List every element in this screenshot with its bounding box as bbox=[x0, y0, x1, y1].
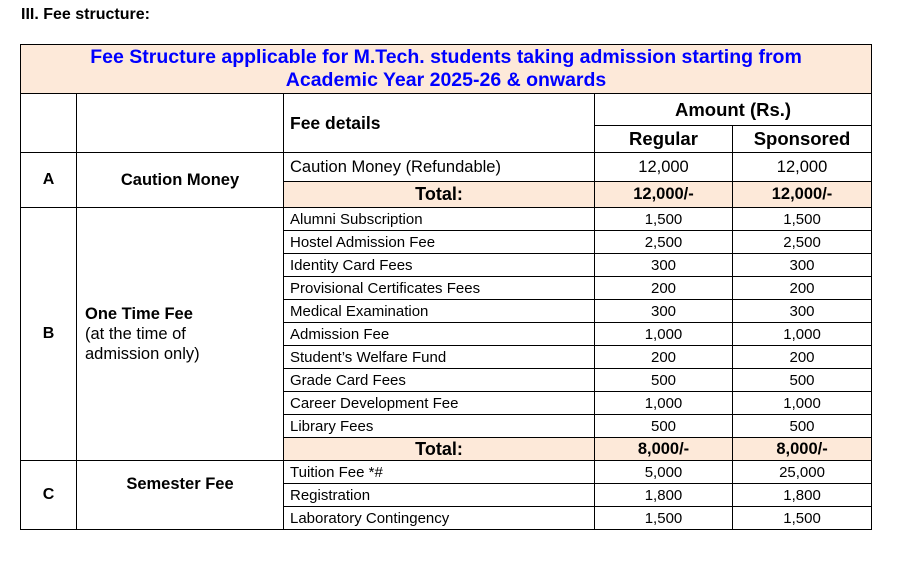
section-a-total-label: Total: bbox=[284, 182, 595, 208]
fee-sponsored: 1,500 bbox=[733, 507, 872, 530]
fee-regular: 1,000 bbox=[595, 323, 733, 346]
header-fee-details: Fee details bbox=[284, 94, 595, 153]
fee-regular: 300 bbox=[595, 300, 733, 323]
fee-regular: 1,500 bbox=[595, 208, 733, 231]
fee-regular: 5,000 bbox=[595, 461, 733, 484]
fee-name: Registration bbox=[284, 484, 595, 507]
header-row-1 bbox=[21, 94, 872, 126]
section-b-total-sponsored: 8,000/- bbox=[733, 438, 872, 461]
section-c-label: C bbox=[21, 461, 77, 530]
fee-sponsored: 200 bbox=[733, 277, 872, 300]
fee-sponsored: 200 bbox=[733, 346, 872, 369]
fee-regular: 200 bbox=[595, 277, 733, 300]
header-sponsored: Sponsored bbox=[733, 126, 872, 153]
banner-line-2: Academic Year 2025-26 & onwards bbox=[285, 69, 607, 91]
fee-structure-table bbox=[20, 44, 872, 530]
section-title: III. Fee structure: bbox=[21, 6, 150, 23]
fee-sponsored: 1,000 bbox=[733, 323, 872, 346]
fee-name: Tuition Fee *# bbox=[284, 461, 595, 484]
fee-name: Identity Card Fees bbox=[284, 254, 595, 277]
fee-sponsored: 300 bbox=[733, 300, 872, 323]
section-b-label: B bbox=[21, 208, 77, 461]
table-row bbox=[21, 208, 872, 231]
fee-sponsored: 1,500 bbox=[733, 208, 872, 231]
fee-name: Laboratory Contingency bbox=[284, 507, 595, 530]
fee-name: Career Development Fee bbox=[284, 392, 595, 415]
fee-regular: 500 bbox=[595, 415, 733, 438]
section-b-name bbox=[77, 208, 284, 461]
banner-line-1: Fee Structure applicable for M.Tech. students taking admission starting from bbox=[90, 46, 802, 68]
section-b-total-regular: 8,000/- bbox=[595, 438, 733, 461]
fee-regular: 1,800 bbox=[595, 484, 733, 507]
fee-sponsored: 25,000 bbox=[733, 461, 872, 484]
section-a-label: A bbox=[21, 153, 77, 208]
banner-row bbox=[21, 45, 872, 94]
header-regular: Regular bbox=[595, 126, 733, 153]
fee-regular: 200 bbox=[595, 346, 733, 369]
fee-regular: 300 bbox=[595, 254, 733, 277]
section-b-title: One Time Fee bbox=[85, 305, 193, 323]
section-c-name: Semester Fee bbox=[77, 461, 284, 530]
section-a-total-regular: 12,000/- bbox=[595, 182, 733, 208]
fee-name: Hostel Admission Fee bbox=[284, 231, 595, 254]
section-b-total-label: Total: bbox=[284, 438, 595, 461]
fee-name: Medical Examination bbox=[284, 300, 595, 323]
fee-sponsored: 1,800 bbox=[733, 484, 872, 507]
fee-regular: 1,000 bbox=[595, 392, 733, 415]
fee-name: Provisional Certificates Fees bbox=[284, 277, 595, 300]
fee-sponsored: 2,500 bbox=[733, 231, 872, 254]
table-banner bbox=[21, 45, 872, 94]
header-amount: Amount (Rs.) bbox=[595, 94, 872, 126]
table-row bbox=[21, 153, 872, 182]
fee-name: Caution Money (Refundable) bbox=[284, 153, 595, 182]
fee-sponsored: 500 bbox=[733, 415, 872, 438]
header-blank-category bbox=[77, 94, 284, 153]
fee-sponsored: 1,000 bbox=[733, 392, 872, 415]
fee-name: Grade Card Fees bbox=[284, 369, 595, 392]
fee-regular: 12,000 bbox=[595, 153, 733, 182]
header-blank-label bbox=[21, 94, 77, 153]
fee-name: Alumni Subscription bbox=[284, 208, 595, 231]
fee-sponsored: 500 bbox=[733, 369, 872, 392]
fee-regular: 1,500 bbox=[595, 507, 733, 530]
table-row bbox=[21, 461, 872, 484]
fee-name: Library Fees bbox=[284, 415, 595, 438]
fee-regular: 2,500 bbox=[595, 231, 733, 254]
section-b-sub-2: admission only) bbox=[85, 345, 200, 363]
fee-sponsored: 300 bbox=[733, 254, 872, 277]
fee-name: Student’s Welfare Fund bbox=[284, 346, 595, 369]
fee-regular: 500 bbox=[595, 369, 733, 392]
section-a-total-sponsored: 12,000/- bbox=[733, 182, 872, 208]
fee-sponsored: 12,000 bbox=[733, 153, 872, 182]
section-b-sub-1: (at the time of bbox=[85, 325, 186, 343]
fee-name: Admission Fee bbox=[284, 323, 595, 346]
section-a-name: Caution Money bbox=[77, 153, 284, 208]
